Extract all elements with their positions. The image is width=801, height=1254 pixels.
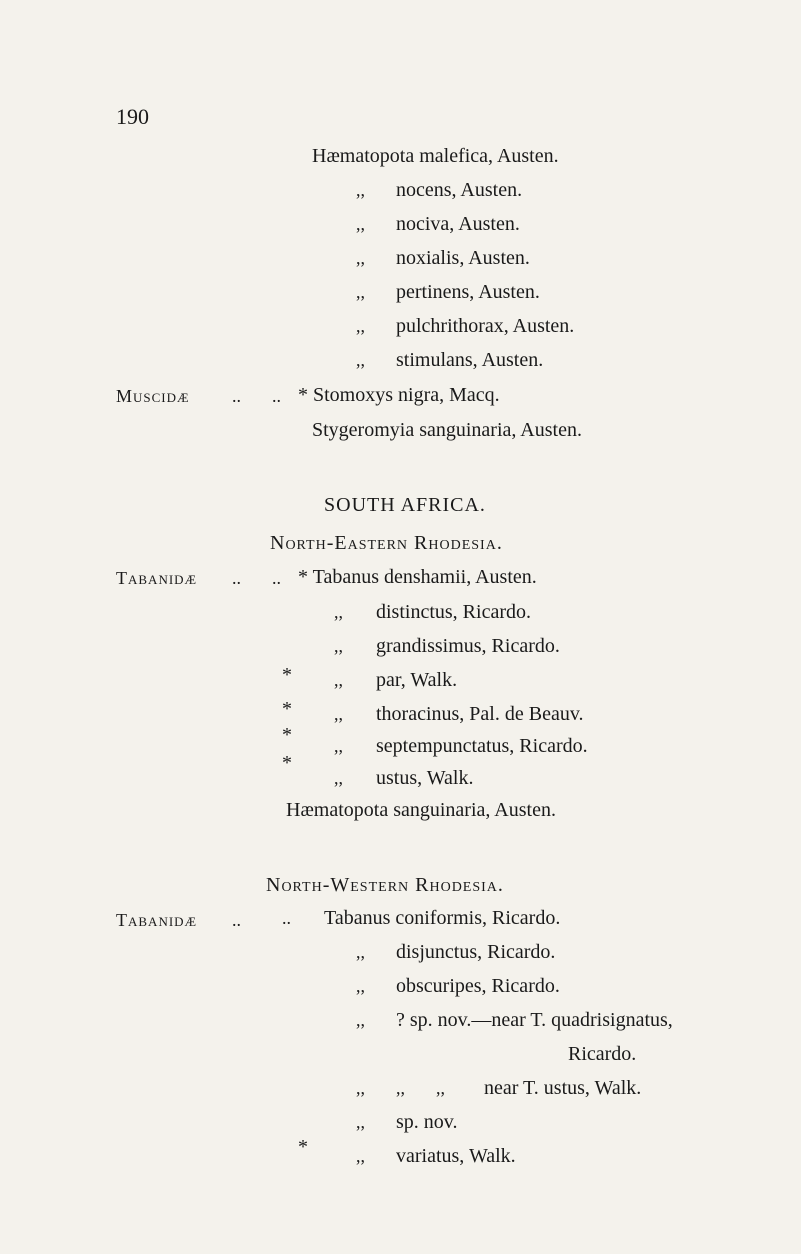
species-line: stimulans, Austen.	[396, 349, 544, 371]
ditto-mark: ,,	[356, 1146, 365, 1166]
species-line: Hæmatopota sanguinaria, Austen.	[286, 799, 556, 821]
ditto-mark: ,,	[356, 976, 365, 996]
species-line: par, Walk.	[376, 669, 458, 691]
species-line: grandissimus, Ricardo.	[376, 635, 560, 657]
species-line: disjunctus, Ricardo.	[396, 941, 556, 963]
species-line: Tabanus coniformis, Ricardo.	[324, 907, 561, 929]
ditto-mark: ,,	[356, 214, 365, 234]
species-line: Stygeromyia sanguinaria, Austen.	[312, 419, 582, 441]
asterisk-mark: *	[282, 752, 292, 774]
species-line: obscuripes, Ricardo.	[396, 975, 560, 997]
asterisk-mark: *	[298, 1136, 308, 1158]
species-line: Hæmatopota malefica, Austen.	[312, 145, 559, 167]
species-line: thoracinus, Pal. de Beauv.	[376, 703, 584, 725]
asterisk-mark: *	[282, 664, 292, 686]
ditto-mark: ,,	[356, 942, 365, 962]
ditto-mark: ,,	[334, 768, 343, 788]
species-line: nociva, Austen.	[396, 213, 520, 235]
species-line: noxialis, Austen.	[396, 247, 530, 269]
species-line: Ricardo.	[568, 1043, 637, 1065]
species-line: ? sp. nov.—near T. quadrisignatus,	[396, 1009, 673, 1031]
ditto-mark: ,,	[356, 316, 365, 336]
family-label: Tabanidæ	[116, 910, 198, 930]
page-number: 190	[116, 104, 149, 129]
sub-region-heading: North-Western Rhodesia.	[266, 874, 504, 896]
species-line: septempunctatus, Ricardo.	[376, 735, 588, 757]
leader-dots: ..	[232, 568, 241, 588]
ditto-mark: ,,	[334, 636, 343, 656]
species-line: ustus, Walk.	[376, 767, 474, 789]
sub-region-heading: North-Eastern Rhodesia.	[270, 532, 503, 554]
species-line: pulchrithorax, Austen.	[396, 315, 575, 337]
ditto-mark: ,,	[356, 1112, 365, 1132]
species-line: near T. ustus, Walk.	[484, 1077, 642, 1099]
family-label: Tabanidæ	[116, 568, 198, 588]
ditto-mark: ,,	[356, 248, 365, 268]
ditto-mark: ,,	[334, 602, 343, 622]
ditto-mark: ,,	[356, 1010, 365, 1030]
asterisk-mark: *	[282, 724, 292, 746]
ditto-mark: ,,	[396, 1078, 405, 1098]
species-line: pertinens, Austen.	[396, 281, 540, 303]
ditto-mark: ,,	[334, 704, 343, 724]
ditto-mark: ,,	[334, 670, 343, 690]
species-line: distinctus, Ricardo.	[376, 601, 531, 623]
leader-dots: ..	[272, 386, 281, 406]
ditto-mark: ,,	[356, 180, 365, 200]
leader-dots: ..	[272, 568, 281, 588]
ditto-mark: ,,	[436, 1078, 445, 1098]
family-label: Muscidæ	[116, 386, 190, 406]
ditto-mark: ,,	[356, 1078, 365, 1098]
region-heading: SOUTH AFRICA.	[324, 494, 486, 516]
species-line: sp. nov.	[396, 1111, 458, 1133]
ditto-mark: ,,	[334, 736, 343, 756]
species-line: nocens, Austen.	[396, 179, 523, 201]
leader-dots: ..	[282, 908, 291, 928]
ditto-mark: ,,	[356, 350, 365, 370]
asterisk-mark: *	[282, 698, 292, 720]
species-line: * Tabanus denshamii, Austen.	[298, 566, 537, 588]
leader-dots: ..	[232, 386, 241, 406]
leader-dots: ..	[232, 910, 241, 930]
species-line: * Stomoxys nigra, Macq.	[298, 384, 500, 406]
species-line: variatus, Walk.	[396, 1145, 516, 1167]
ditto-mark: ,,	[356, 282, 365, 302]
